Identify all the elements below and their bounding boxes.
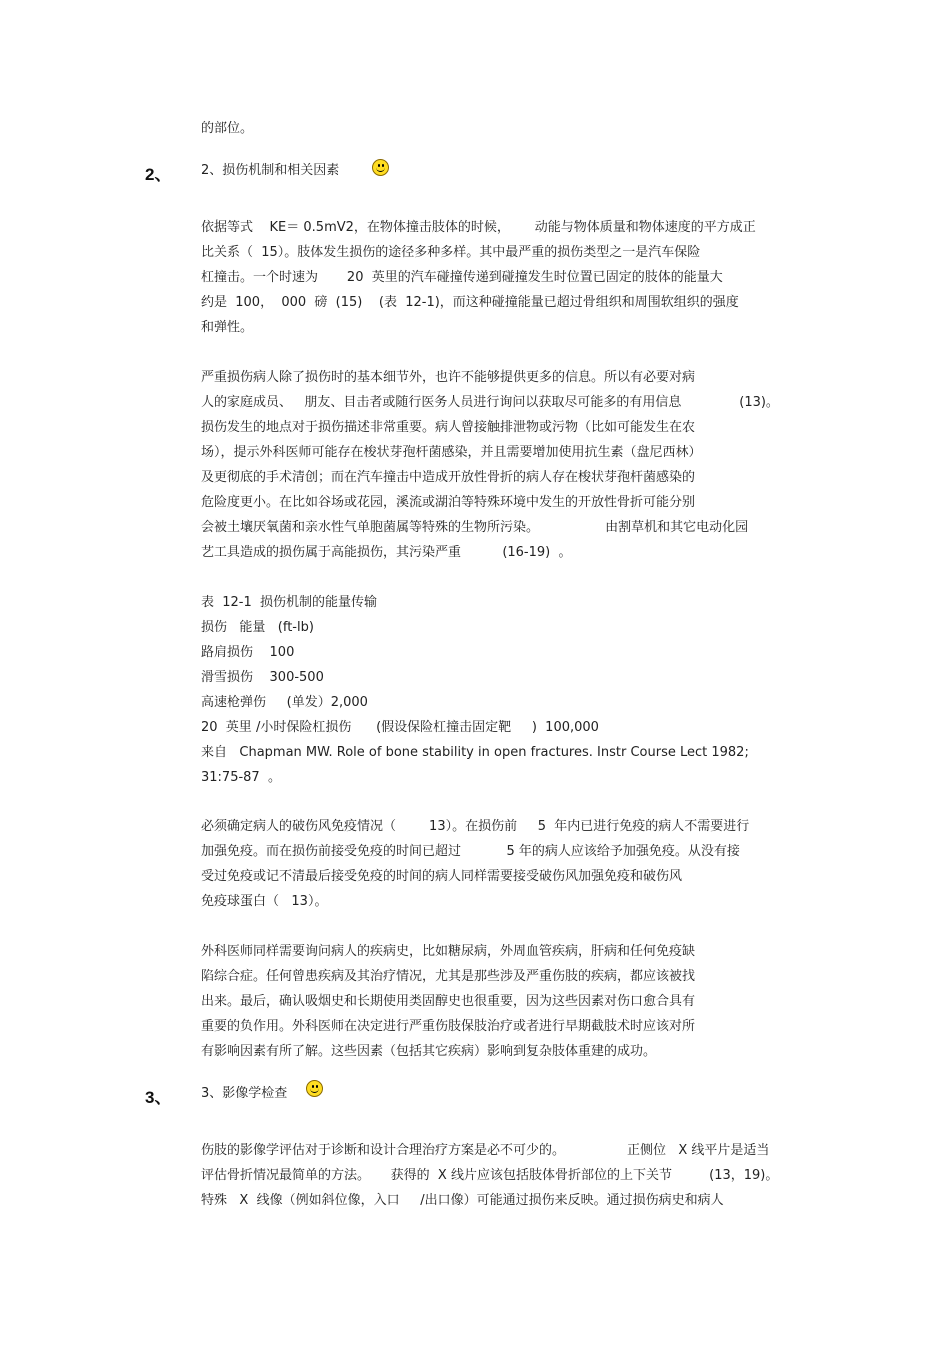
text-line: 严重损伤病人除了损伤时的基本细节外，也许不能够提供更多的信息。所以有必要对病 [201,370,696,385]
text-line: 陷综合症。任何曾患疾病及其治疗情况，尤其是那些涉及严重伤肢的疾病，都应该被找 [201,969,696,984]
table-row: 滑雪损伤 300-500 [201,670,324,685]
text-line: 评估骨折情况最简单的方法。 获得的 X 线片应该包括肢体骨折部位的上下关节 (13，19)。 [201,1168,779,1183]
table-row: 路肩损伤 100 [201,645,295,660]
text-line: 危险度更小。在比如谷场或花园，溪流或湖泊等特殊环境中发生的开放性骨折可能分别 [201,495,696,510]
text-line: 及更彻底的手术清创；而在汽车撞击中造成开放性骨折的病人存在梭状芽孢杆菌感染的 [201,470,696,485]
text-line: 外科医师同样需要询问病人的疾病史，比如糖尿病，外周血管疾病，肝病和任何免疫缺 [201,944,696,959]
text-line: 约是 100， 000 磅 (15) (表 12-1)，而这种碰撞能量已超过骨组织和周围软组织的强度 [201,295,739,310]
text-line: 受过免疫或记不清最后接受免疫的时间的病人同样需要接受破伤风加强免疫和破伤风 [201,869,683,884]
section-number: 3、 [145,1088,172,1107]
text-line: 损伤发生的地点对于损伤描述非常重要。病人曾接触排泄物或污物（比如可能发生在农 [201,420,696,435]
text-line: 加强免疫。而在损伤前接受免疫的时间已超过 5 年的病人应该给予加强免疫。从没有接 [201,844,740,859]
text-line: 伤肢的影像学评估对于诊断和设计合理治疗方案是必不可少的。 正侧位 X 线平片是适当 [201,1143,770,1158]
table-source: 31:75-87 。 [201,770,281,785]
text-line: 重要的负作用。外科医师在决定进行严重伤肢保肢治疗或者进行早期截肢术时应该对所 [201,1019,696,1034]
text-line: 的部位。 [201,121,254,136]
section-heading: 3、影像学检查 [201,1086,288,1101]
section-heading: 2、损伤机制和相关因素 [201,163,340,178]
smiley-icon [372,159,389,176]
text-line: 依据等式 KE＝ 0.5mV2，在物体撞击肢体的时候， 动能与物体质量和物体速度的平方成正 [201,220,756,235]
table-row: 20 英里 /小时保险杠损伤 (假设保险杠撞击固定靶 ) 100,000 [201,720,599,735]
smiley-icon [306,1080,323,1097]
text-line: 人的家庭成员、 朋友、目击者或随行医务人员进行询问以获取尽可能多的有用信息 (13)。 [201,395,779,410]
text-line: 有影响因素有所了解。这些因素（包括其它疾病）影响到复杂肢体重建的成功。 [201,1044,657,1059]
table-source: 来自 Chapman MW. Role of bone stability in open fractures. Instr Course Lect 1982; [201,745,749,760]
text-line: 艺工具造成的损伤属于高能损伤，其污染严重 (16-19) 。 [201,545,572,560]
text-line: 必须确定病人的破伤风免疫情况（ 13）。在损伤前 5 年内已进行免疫的病人不需要进行 [201,819,750,834]
text-line: 场），提示外科医师可能存在梭状芽孢杆菌感染，并且需要增加使用抗生素（盘尼西林） [201,445,702,460]
text-line: 比关系（ 15）。肢体发生损伤的途径多种多样。其中最严重的损伤类型之一是汽车保险 [201,245,701,260]
text-line: 会被土壤厌氧菌和亲水性气单胞菌属等特殊的生物所污染。 由割草机和其它电动化园 [201,520,749,535]
text-line: 免疫球蛋白（ 13）。 [201,894,328,909]
text-line: 和弹性。 [201,320,254,335]
table-row: 高速枪弹伤 (单发）2,000 [201,695,368,710]
section-number: 2、 [145,165,172,184]
table-row: 损伤 能量 (ft-lb) [201,620,314,635]
text-line: 特殊 X 线像（例如斜位像，入口 /出口像）可能通过损伤来反映。通过损伤病史和病人 [201,1193,724,1208]
text-line: 杠撞击。一个时速为 20 英里的汽车碰撞传递到碰撞发生时位置已固定的肢体的能量大 [201,270,723,285]
table-caption: 表 12-1 损伤机制的能量传输 [201,595,378,610]
text-line: 出来。最后，确认吸烟史和长期使用类固醇史也很重要，因为这些因素对伤口愈合具有 [201,994,696,1009]
